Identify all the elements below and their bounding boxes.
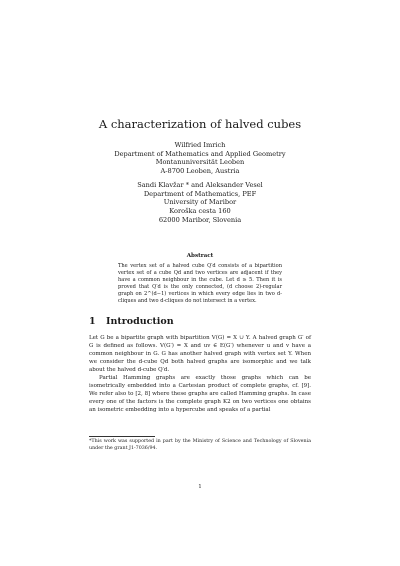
body-paragraph: Partial Hamming graphs are exactly those graphs which can be isometrically embedded into a Cartesian product of complete graphs, cf. [9]. We refer also to [2, 8] where these graphs are called Hamming graphs. In case every one of the factors is the complete graph K2 on two vertices one obtains an isometric embedding into a hypercube and speaks of a partial xyxy=(89,374,311,413)
author-affiliation-line: University of Maribor xyxy=(163,198,237,207)
body-paragraph: Let G be a bipartite graph with bipartition V(G) = X ∪ Y. A halved graph G′ of G is defined as follows. V(G′) = X and uv ∈ E(G′) whenever u and v have a common neighbour in G. G has another halved graph with vertex set Y. When we consider the d-cube Qd both halved graphs are isomorphic and we talk about the halved d-cube Q′d. xyxy=(89,335,311,373)
author-affiliation-line: 62000 Maribor, Slovenia xyxy=(158,215,242,224)
body-text xyxy=(89,335,311,415)
author-affiliation-line: Koroška cesta 160 xyxy=(169,206,231,215)
section-title: Introduction xyxy=(106,316,174,327)
abstract-heading: Abstract xyxy=(186,253,214,259)
footnote: *This work was supported in part by the Ministry of Science and Technology of Slovenia under the grant J1-7036/94. xyxy=(89,439,311,451)
author-affiliation-line: Department of Mathematics, PEF xyxy=(143,189,257,198)
abstract-text: The vertex set of a halved cube Q′d consists of a bipartition vertex set of a cube Qd and two vertices are adjacent if they have a common neighbour in the cube. Let d ≥ 5. Then it is proved that Q′d is the only connected, (d choose 2)-regular graph on 2^(d−1) vertices in which every edge lies in two d-cliques and two d-cliques do not intersect in a vertex. xyxy=(118,263,282,305)
page-number: 1 xyxy=(198,484,202,490)
paper-title: A characterization of halved cubes xyxy=(98,117,302,131)
author-block xyxy=(0,141,400,224)
author-affiliation-line: A-8700 Leoben, Austria xyxy=(160,167,240,176)
footnote-rule xyxy=(89,436,155,437)
section-heading xyxy=(89,316,174,327)
author-affiliation-line: Montanuniversität Leoben xyxy=(155,158,245,167)
author-affiliation-line: Wilfried Imrich xyxy=(174,141,226,149)
section-number: 1 xyxy=(89,316,96,327)
author-affiliation-line: Sandi Klavžar * and Aleksander Vesel xyxy=(137,180,263,189)
author-affiliation-line: Department of Mathematics and Applied Geometry xyxy=(114,149,286,158)
